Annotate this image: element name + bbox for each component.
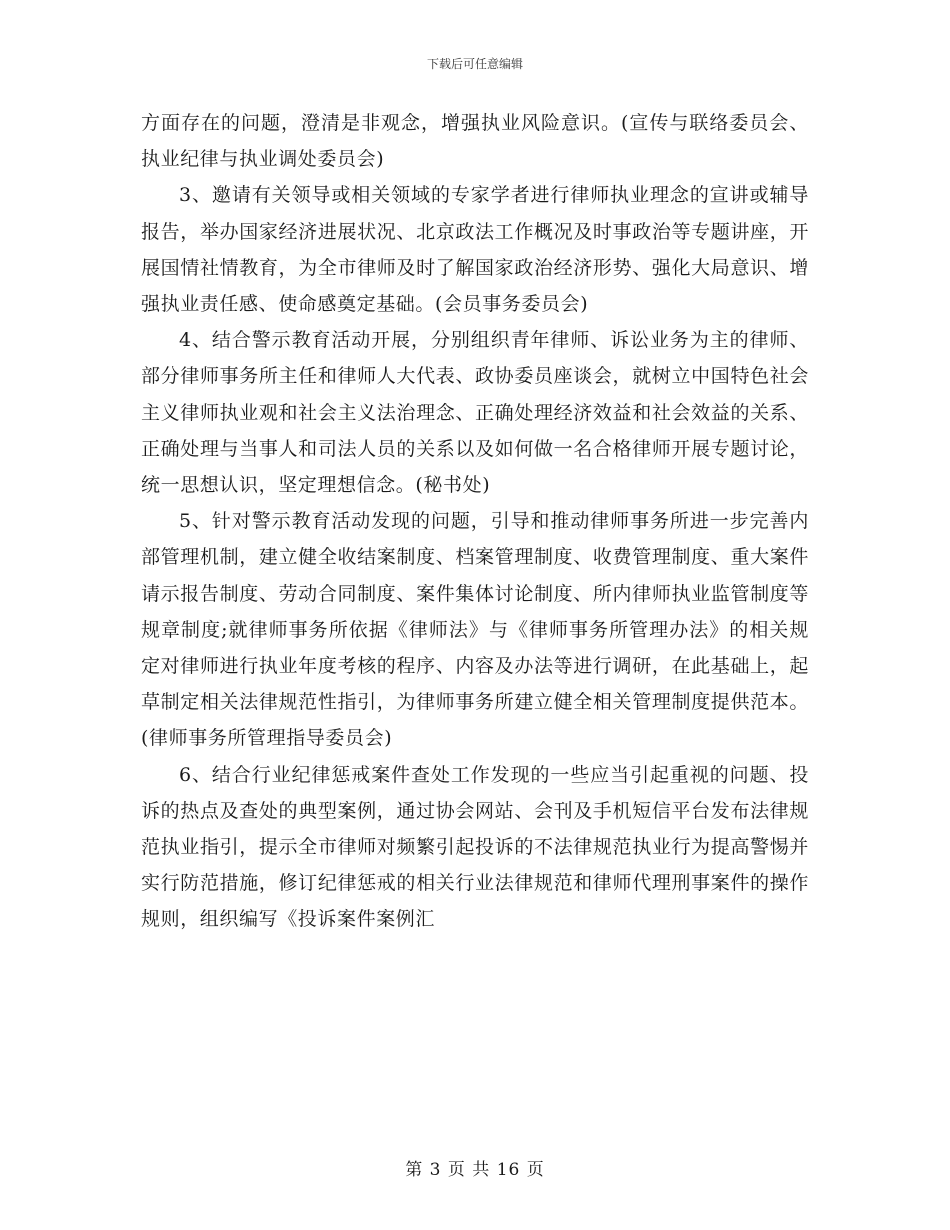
page-header: 下载后可任意编辑 bbox=[426, 57, 523, 71]
paragraph-3: 4、结合警示教育活动开展，分别组织青年律师、诉讼业务为主的律师、部分律师事务所主任和律师人大代表、政协委员座谈会，就树立中国特色社会主义律师执业观和社会主义法治理念、正确处理经济效益和社会效益的关系、正确处理与当事人和司法人员的关系以及如何做一名合格律师开展专题讨论，统一思想认识，坚定理想信念。(秘书处) bbox=[141, 329, 809, 497]
paragraph-2: 3、邀请有关领导或相关领域的专家学者进行律师执业理念的宣讲或辅导报告，举办国家经济进展状况、北京政法工作概况及时事政治等专题讲座，开展国情社情教育，为全市律师及时了解国家政治经济形势、强化大局意识、增强执业责任感、使命感奠定基础。(会员事务委员会) bbox=[141, 184, 809, 316]
paragraph-5: 6、结合行业纪律惩戒案件查处工作发现的一些应当引起重视的问题、投诉的热点及查处的典型案例，通过协会网站、会刊及手机短信平台发布法律规范执业指引，提示全市律师对频繁引起投诉的不法律规范执业行为提高警惕并实行防范措施，修订纪律惩戒的相关行业法律规范和律师代理刑事案件的操作规则，组织编写《投诉案件案例汇 bbox=[141, 763, 809, 931]
paragraph-1: 方面存在的问题，澄清是非观念，增强执业风险意识。(宣传与联络委员会、执业纪律与执业调处委员会) bbox=[141, 112, 809, 171]
document-body bbox=[141, 105, 809, 938]
page-number-footer: 第 3 页 共 16 页 bbox=[405, 1160, 545, 1180]
paragraph-4: 5、针对警示教育活动发现的问题，引导和推动律师事务所进一步完善内部管理机制，建立健全收结案制度、档案管理制度、收费管理制度、重大案件请示报告制度、劳动合同制度、案件集体讨论制度、所内律师执业监管制度等规章制度;就律师事务所依据《律师法》与《律师事务所管理办法》的相关规定对律师进行执业年度考核的程序、内容及办法等进行调研，在此基础上，起草制定相关法律规范性指引，为律师事务所建立健全相关管理制度提供范本。(律师事务所管理指导委员会) bbox=[141, 510, 809, 750]
